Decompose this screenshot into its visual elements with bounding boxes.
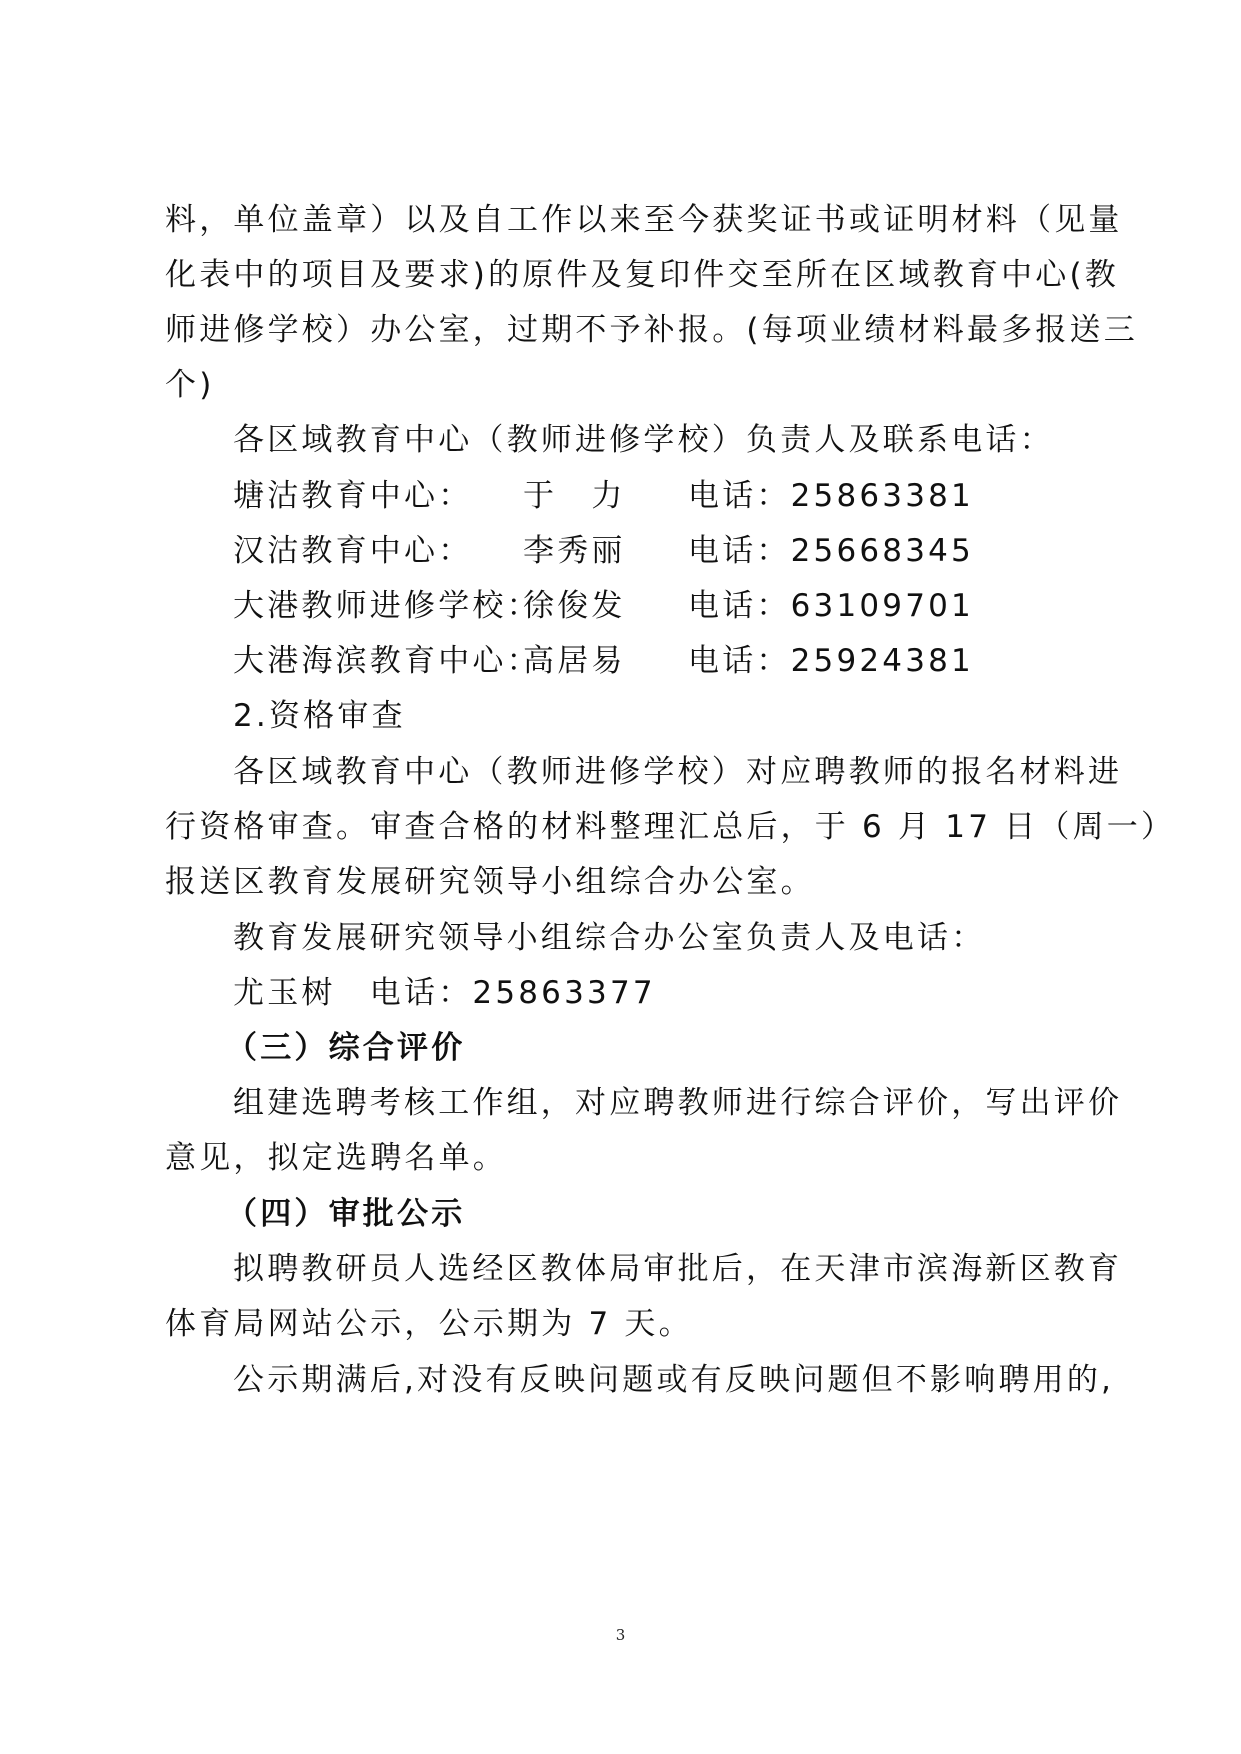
paragraph-line: 拟聘教研员人选经区教体局审批后，在天津市滨海新区教育	[233, 1251, 1123, 1287]
paragraph-line: 尤玉树 电话：25863377	[233, 975, 656, 1011]
paragraph-line: 意见，拟定选聘名单。	[165, 1140, 507, 1176]
contact-phone: 电话：25863381	[688, 478, 974, 514]
contact-row	[233, 586, 1093, 626]
contact-org: 大港海滨教育中心：	[233, 643, 541, 679]
paragraph-line: 各区域教育中心（教师进修学校）对应聘教师的报名材料进	[233, 754, 1123, 790]
section-heading: （三）综合评价	[226, 1030, 466, 1066]
paragraph-line: 个)	[165, 367, 215, 403]
contacts-intro: 各区域教育中心（教师进修学校）负责人及联系电话：	[233, 422, 1054, 458]
contact-person: 高居易	[523, 643, 626, 679]
paragraph-line: 师进修学校）办公室，过期不予补报。(每项业绩材料最多报送三	[165, 312, 1138, 348]
contact-phone: 电话：25668345	[688, 533, 974, 569]
contact-org: 大港教师进修学校：	[233, 588, 541, 624]
subsection-heading: 2.资格审查	[233, 698, 406, 734]
page-number: 3	[615, 1626, 626, 1644]
paragraph-line: 体育局网站公示，公示期为 7 天。	[165, 1306, 693, 1342]
contact-row	[233, 476, 1093, 516]
paragraph-line: 教育发展研究领导小组综合办公室负责人及电话：	[233, 920, 986, 956]
contact-row	[233, 641, 1093, 681]
paragraph-line: 行资格审查。审查合格的材料整理汇总后，于 6 月 17 日（周一）	[165, 809, 1176, 845]
contact-person: 徐俊发	[523, 588, 626, 624]
contact-person: 李秀丽	[523, 533, 626, 569]
contact-person: 于 力	[523, 478, 626, 514]
contact-org: 汉沽教育中心：	[233, 533, 473, 569]
paragraph-line: 料，单位盖章）以及自工作以来至今获奖证书或证明材料（见量	[165, 202, 1123, 238]
paragraph-line: 公示期满后,对没有反映问题或有反映问题但不影响聘用的,	[233, 1362, 1115, 1398]
paragraph-line: 化表中的项目及要求)的原件及复印件交至所在区域教育中心(教	[165, 257, 1119, 293]
contact-phone: 电话：63109701	[688, 588, 974, 624]
contact-row	[233, 531, 1093, 571]
contact-org: 塘沽教育中心：	[233, 478, 473, 514]
paragraph-line: 报送区教育发展研究领导小组综合办公室。	[165, 864, 815, 900]
contact-phone: 电话：25924381	[688, 643, 974, 679]
paragraph-line: 组建选聘考核工作组，对应聘教师进行综合评价，写出评价	[233, 1085, 1123, 1121]
section-heading: （四）审批公示	[226, 1196, 466, 1232]
